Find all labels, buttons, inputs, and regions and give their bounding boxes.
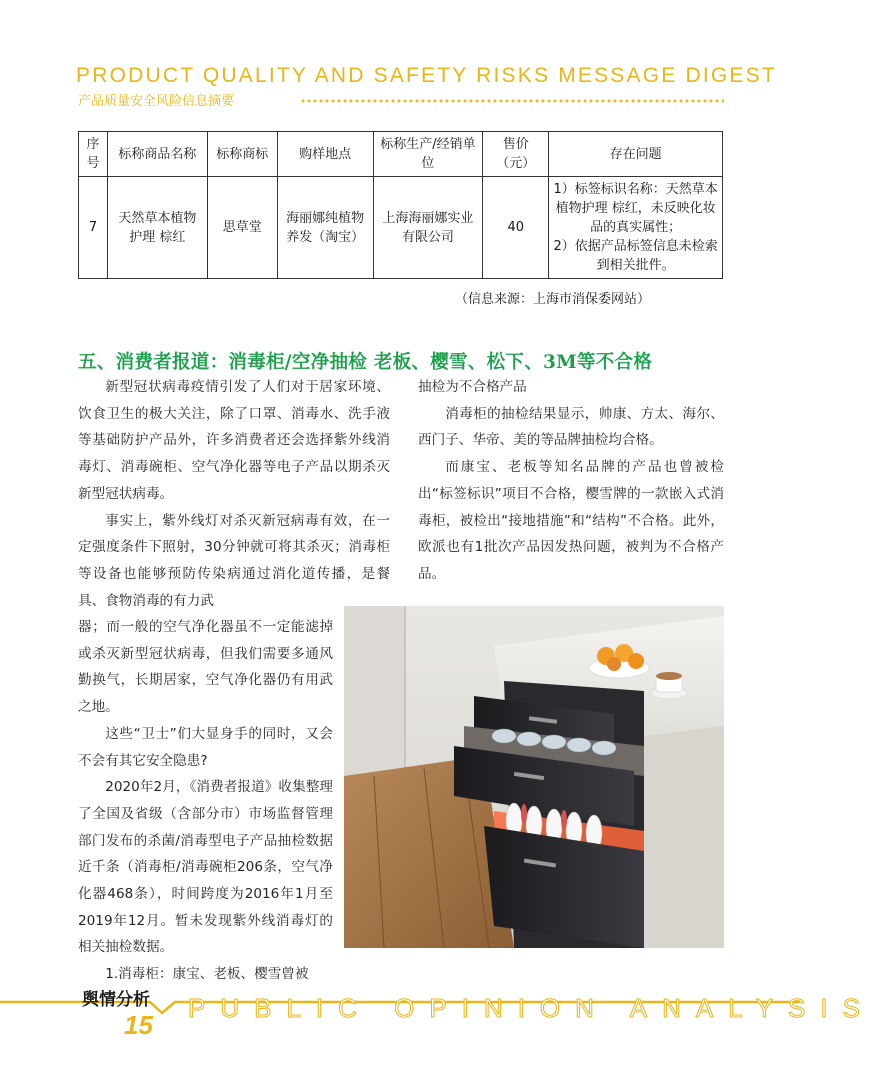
header-title-zh: 产品质量安全风险信息摘要 <box>78 94 235 109</box>
cell-place: 海丽娜纯植物养发（淘宝） <box>277 177 373 279</box>
header-dotted-rule <box>300 99 724 103</box>
paragraph: 消毒柜的抽检结果显示，帅康、方太、海尔、西门子、华帝、美的等品牌抽检均合格。 <box>418 405 724 449</box>
cell-issue <box>549 177 723 279</box>
paragraph: 而康宝、老板等知名品牌的产品也曾被检出“标签标识”项目不合格，樱雪牌的一款嵌入式消毒柜，被检出“接地措施”和“结构”不合格。此外，欧派也有1批次产品因发热问题，被判为不合格产品。 <box>418 459 724 582</box>
cell-price: 40 <box>483 177 549 279</box>
col-header-brand: 标称商标 <box>207 132 277 177</box>
paragraph: 2020年2月，《消费者报道》收集整理了全国及省级（含部分市）市场监督管理部门发布的杀菌/消毒型电子产品抽检数据近千条（消毒柜/消毒碗柜206条，空气净化器468条），时间跨度为2016年1月至2019年12月。暂未发现紫外线消毒灯的相关抽检数据。 <box>78 779 333 956</box>
info-source: （信息来源：上海市消保委网站） <box>455 292 651 307</box>
issue-line-1: 1）标签标识名称：天然草本植物护理 棕红，未反映化妆品的真实属性； <box>553 182 718 235</box>
footer-section-label: 舆情分析 <box>82 990 150 1010</box>
issue-line-2: 2）依据产品标签信息未检索到相关批件。 <box>553 239 718 273</box>
paragraph: 事实上，紫外线灯对杀灭新冠病毒有效，在一定强度条件下照射，30分钟就可将其杀灭；消毒柜等设备也能够预防传染病通过消化道传播，是餐具、食物消毒的有力武 <box>78 512 390 609</box>
article-column-left-bottom <box>78 614 333 988</box>
page-number: 15 <box>124 1010 153 1040</box>
section-title: 五、消费者报道：消毒柜/空净抽检 老板、樱雪、松下、3M等不合格 <box>78 352 653 373</box>
cell-product: 天然草本植物护理 棕红 <box>107 177 207 279</box>
table-row <box>79 177 723 279</box>
col-header-price: 售价（元） <box>483 132 549 177</box>
header-title-en: PRODUCT QUALITY AND SAFETY RISKS MESSAGE DIGEST <box>76 64 777 87</box>
article-column-left-top <box>78 374 390 614</box>
paragraph: 1.消毒柜：康宝、老板、樱雪曾被 <box>105 966 309 983</box>
paragraph: 新型冠状病毒疫情引发了人们对于居家环境、饮食卫生的极大关注，除了口罩、消毒水、洗手液等基础防护产品外，许多消费者还会选择紫外线消毒灯、消毒碗柜、空气净化器等电子产品以期杀灭新型冠状病毒。 <box>78 379 390 502</box>
col-header-issue: 存在问题 <box>549 132 723 177</box>
article-column-right <box>418 374 724 588</box>
col-header-product: 标称商品名称 <box>107 132 207 177</box>
paragraph: 抽检为不合格产品 <box>418 379 527 395</box>
risk-table <box>78 131 723 279</box>
col-header-place: 购样地点 <box>277 132 373 177</box>
paragraph: 这些“卫士”们大显身手的同时，又会不会有其它安全隐患? <box>78 725 333 769</box>
paragraph: 器；而一般的空气净化器虽不一定能滤掉或杀灭新型冠状病毒，但我们需要多通风勤换气，长期居家，空气净化器仍有用武之地。 <box>78 619 333 716</box>
footer-section-label-en: PUBLIC OPINION ANALYSIS <box>188 993 875 1023</box>
cell-no: 7 <box>79 177 108 279</box>
col-header-no: 序号 <box>79 132 108 177</box>
col-header-maker: 标称生产/经销单位 <box>373 132 483 177</box>
cell-maker: 上海海丽娜实业有限公司 <box>373 177 483 279</box>
table-header-row <box>79 132 723 177</box>
disinfection-cabinet-photo <box>344 606 724 948</box>
cell-brand: 思草堂 <box>207 177 277 279</box>
